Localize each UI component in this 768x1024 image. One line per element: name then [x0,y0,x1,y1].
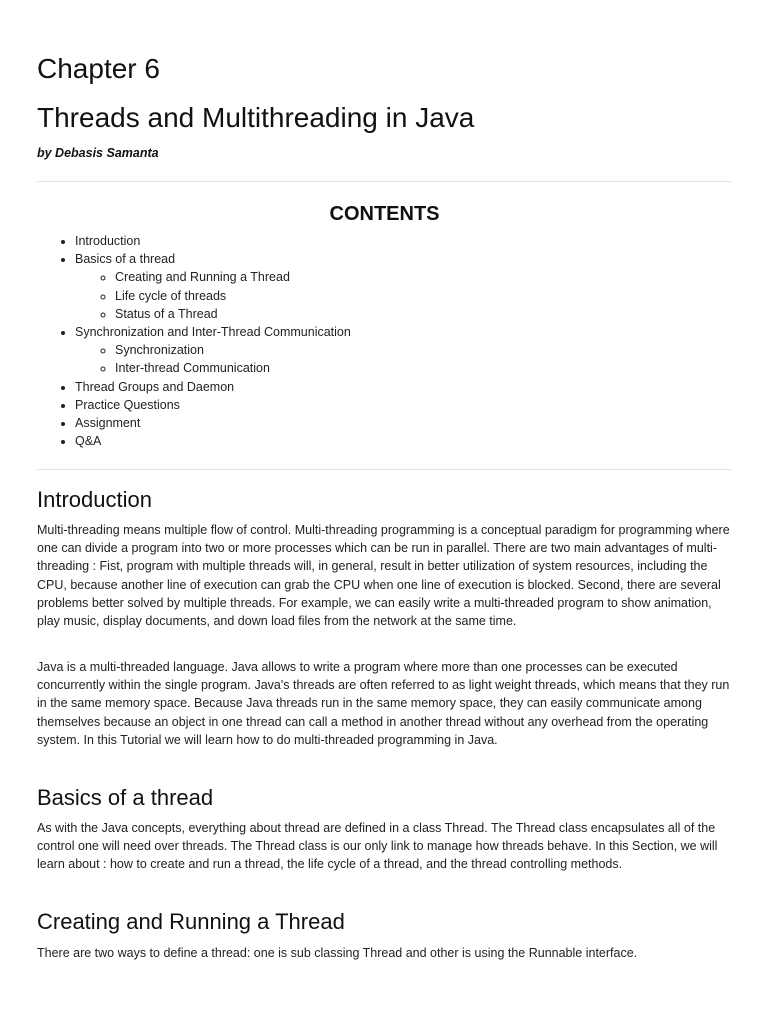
divider [37,181,732,182]
toc-item-synchronization-communication[interactable]: • Synchronization and Inter-Thread Communication ◦ Synchronization ◦ Inter-thread Communication [75,323,351,378]
toc-list [37,232,351,450]
toc-item-status[interactable]: ◦ Status of a Thread [115,305,351,323]
toc-item-assignment[interactable]: • Assignment [75,414,351,432]
toc-item-basics[interactable]: • Basics of a thread ◦ Creating and Running a Thread ◦ Life cycle of threads ◦ Status of a Thread [75,250,351,323]
intro-paragraph-1: Multi-threading means multiple flow of control. Multi-threading programming is a conceptual paradigm for programming where one can divide a program into two or more processes which can be run in parallel. There are two main advantages of multi-threading : Fist, program with multiple threads will, in general, result in better utilization of system resources, including the CPU, because another line of execution can grab the CPU when one line of execution is blocked. Second, there are several problems better solved by multiple threads. For example, we can easily write a multi-threaded program to show animation, play music, display documents, and down load files from the network at the same time. [37,523,730,629]
creating-paragraph-1: There are two ways to define a thread: one is sub classing Thread and other is using the Runnable interface. [37,946,638,960]
toc-sublist [75,341,351,377]
toc-item-thread-groups[interactable]: • Thread Groups and Daemon [75,378,351,396]
section-heading-basics: Basics of a thread [37,785,214,810]
toc-item-qa[interactable]: • Q&A [75,432,351,450]
page-title: Threads and Multithreading in Java [37,102,475,133]
table-of-contents [37,232,351,450]
toc-item-synchronization[interactable]: ◦ Synchronization [115,341,351,359]
toc-item-practice-questions[interactable]: • Practice Questions [75,396,351,414]
toc-item-life-cycle[interactable]: ◦ Life cycle of threads [115,287,351,305]
basics-paragraph-1: As with the Java concepts, everything about thread are defined in a class Thread. The Thread class encapsulates all of the control one will need over threads. The Thread class is our only link to manage how threads behave. In this Section, we will learn about : how to create and run a thread, the life cycle of a thread, and the thread controlling methods. [37,821,718,872]
intro-paragraph-2: Java is a multi-threaded language. Java allows to write a program where more than one processes can be executed concurrently within the single program. Java's threads are often referred to as light weight threads, which means that they run in the same memory space. Because Java threads run in the same memory space, they can easily communicate among themselves because an object in one thread can call a method in another thread without any overhead from the operating system. In this Tutorial we will learn how to do multi-threaded programming in Java. [37,660,730,747]
toc-item-inter-thread[interactable]: ◦ Inter-thread Communication [115,359,351,377]
contents-heading: CONTENTS [329,203,440,225]
divider [37,469,732,470]
section-heading-creating: Creating and Running a Thread [37,909,345,934]
toc-item-creating-running[interactable]: ◦ Creating and Running a Thread [115,268,351,286]
author-byline: by Debasis Samanta [37,146,159,160]
chapter-label: Chapter 6 [37,53,160,84]
toc-item-introduction[interactable]: • Introduction [75,232,351,250]
section-heading-introduction: Introduction [37,487,152,512]
toc-sublist [75,268,351,323]
